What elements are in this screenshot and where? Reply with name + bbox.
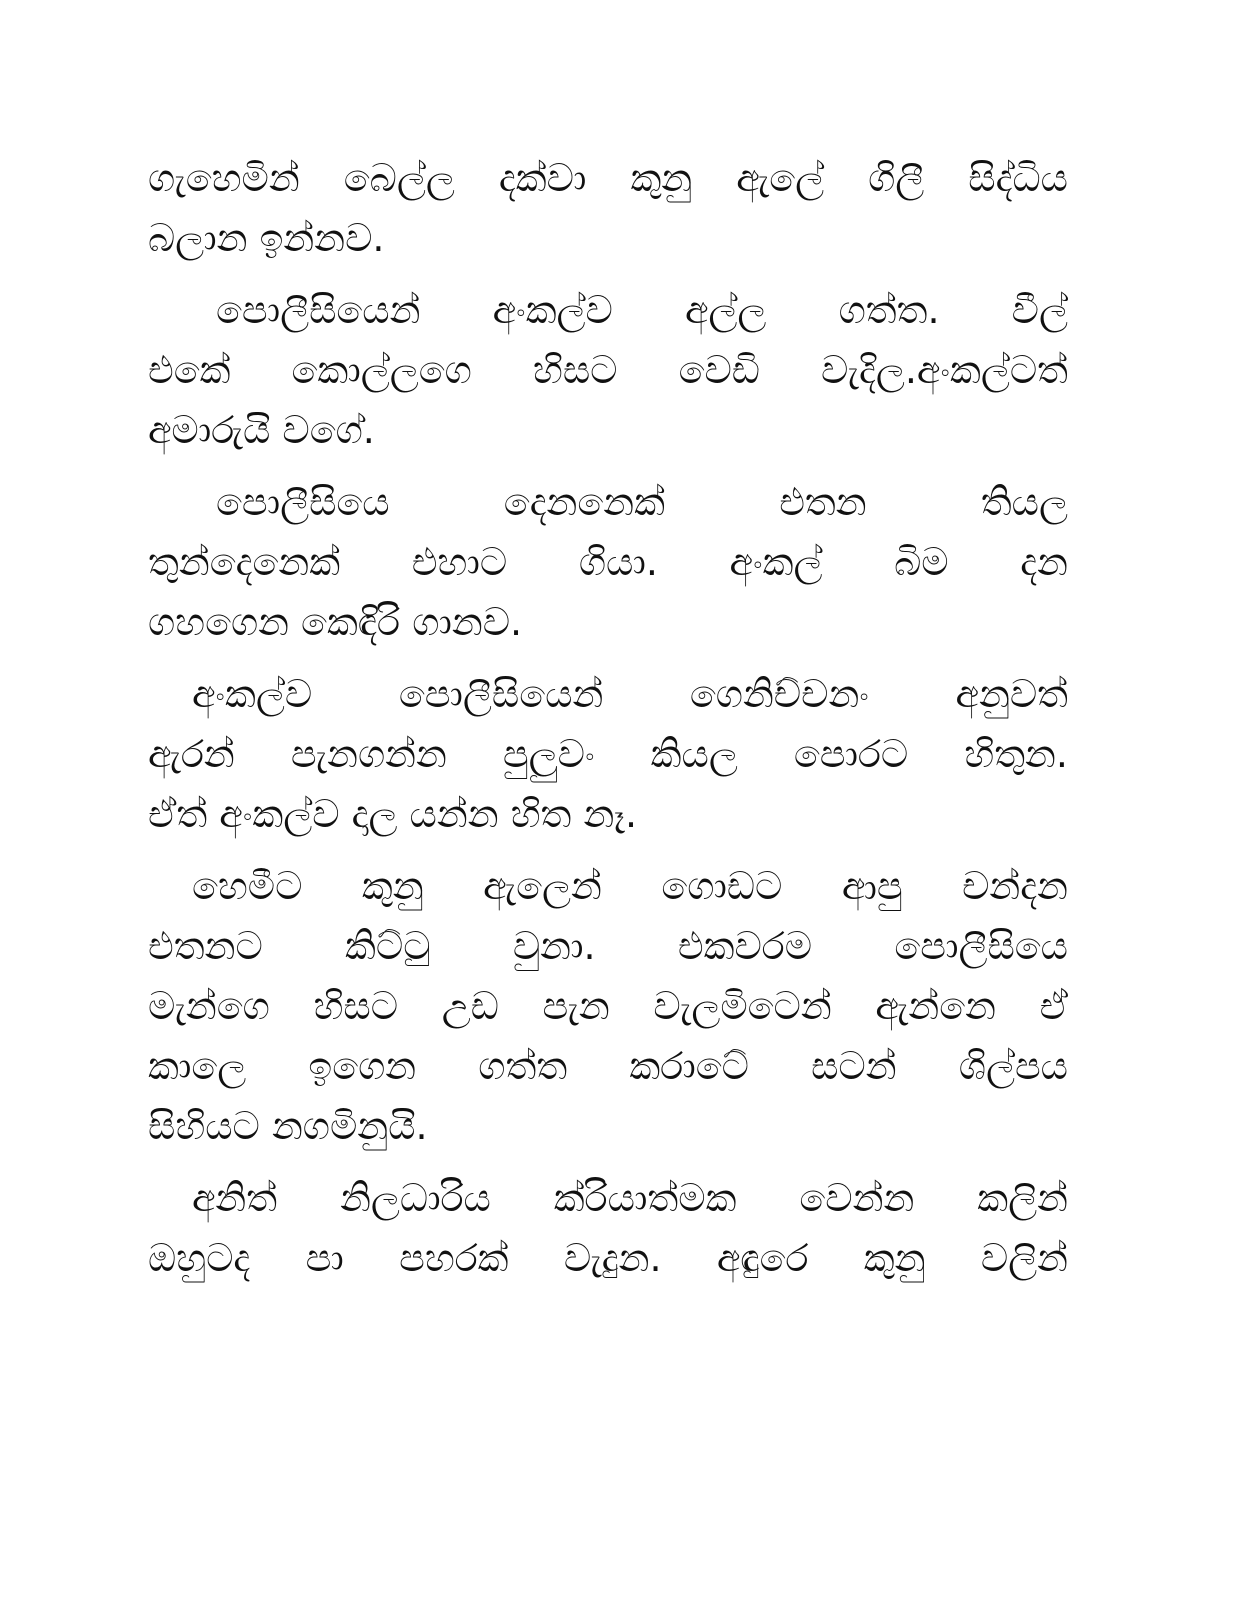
text-line: බලාන ඉන්නව. <box>148 216 385 260</box>
paragraph-2 <box>148 280 1068 460</box>
text-line: කාලෙ ඉගෙන ගත්ත කරාටේ සටන් ශිල්පය <box>148 1044 1068 1088</box>
paragraph-4 <box>148 664 1068 844</box>
paragraph-3 <box>148 472 1068 652</box>
text-line: සිහියට නගමිනුයි. <box>148 1104 428 1148</box>
text-line: මැන්ගෙ හිසට උඩ පැන වැලමිටෙන් ඇන්නෙ ඒ <box>148 984 1068 1028</box>
text-line: ගහගෙන කෙඳිරි ගානව. <box>148 600 523 644</box>
text-line: පොලීසියෙන් අංකල්ව අල්ල ගත්ත. වීල් <box>216 288 1068 332</box>
page-text <box>148 148 1068 1300</box>
text-line: ඒත් අංකල්ව දාල යන්න හිත නෑ. <box>148 792 638 836</box>
text-line: එකේ කොල්ලගෙ හිසට වෙඩි වැදිල.අංකල්ටත් <box>148 348 1068 392</box>
text-line: එතනට කිට්ටු වුනා. එකවරම පොලීසියෙ <box>148 924 1068 968</box>
text-line: ඔහුටද පා පහරක් වැදුන. අඳුරෙ කුනු වලින් <box>148 1236 1068 1280</box>
text-line: අනිත් නිලධාරිය ක්රියාත්මක වෙන්න කලින් <box>192 1176 1068 1220</box>
text-line: තුන්දෙනෙක් එහාට ගියා. අංකල් බිම දන <box>148 540 1068 584</box>
text-line: ඇරන් පැනගන්න පුලුවං කියල පොරට හිතුන. <box>148 732 1068 776</box>
paragraph-5 <box>148 856 1068 1156</box>
paragraph-6 <box>148 1168 1068 1288</box>
text-line: ගැහෙමින් බෙල්ල දක්වා කුනු ඇලේ ගිලී සිද්ධිය <box>148 156 1068 200</box>
text-line: පොලීසියෙ දෙනනෙක් එතන තියල <box>216 480 1068 524</box>
text-line: අංකල්ව පොලීසියෙන් ගෙනිච්චනං අනුවත් <box>192 672 1068 716</box>
text-line: අමාරුයි වගේ. <box>148 408 375 452</box>
paragraph-1 <box>148 148 1068 268</box>
text-line: හෙමීට කුනු ඇලෙන් ගොඩට ආපු චන්දන <box>192 864 1068 908</box>
